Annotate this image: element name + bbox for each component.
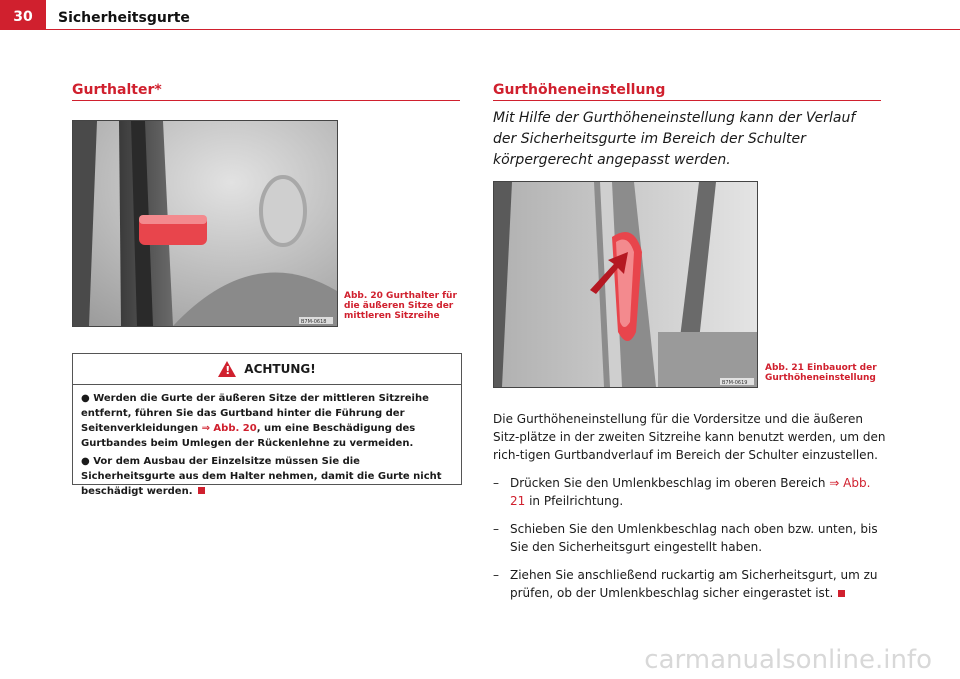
section-rule-right <box>493 100 881 101</box>
link-abb-20[interactable]: ⇒ Abb. 20 <box>201 423 257 434</box>
end-mark <box>198 487 205 494</box>
warning-triangle-icon: ! <box>218 361 236 377</box>
warning-title: ACHTUNG! <box>244 362 316 376</box>
section-title-gurthalter: Gurthalter* <box>72 82 162 98</box>
watermark: carmanualsonline.info <box>644 645 932 675</box>
section-title-gurthoeheneinstellung: Gurthöheneinstellung <box>493 82 666 98</box>
end-mark-2 <box>838 590 845 597</box>
warning-item-2: ● Vor dem Ausbau der Einzelsitze müssen Sie die Sicherheitsgurte aus dem Halter nehmen, damit die Gurte nicht beschädigt werden. <box>81 456 442 497</box>
step-3: – Ziehen Sie anschließend ruckartig am Sicherheitsgurt, um zu prüfen, ob der Umlenkbeschlag sicher eingerastet ist. <box>493 568 878 600</box>
figure-caption-20: Abb. 20 Gurthalter für die äußeren Sitze der mittleren Sitzreihe <box>344 291 457 321</box>
figure-code-21: B7M-0619 <box>722 380 748 386</box>
warning-body <box>73 385 461 499</box>
warning-item-1: ● Werden die Gurte der äußeren Sitze der mittleren Sitzreihe entfernt, führen Sie das Gurtband hinter die Führung der Seitenverkleidungen ⇒ Abb. 20, um eine Beschädigung des Gurtbandes beim Umlegen der Rückenlehne zu vermeiden. <box>81 393 429 449</box>
figure-caption-21: Abb. 21 Einbauort der Gurthöheneinstellung <box>765 363 877 383</box>
figure-belt-holder <box>72 120 338 327</box>
header-rule <box>46 29 960 30</box>
lead-paragraph: Mit Hilfe der Gurthöheneinstellung kann der Verlauf der Sicherheitsgurte im Bereich der Schulter körpergerecht angepasst werden. <box>493 110 856 168</box>
figure-height-adjuster <box>493 181 758 388</box>
chapter-title: Sicherheitsgurte <box>58 10 190 26</box>
step-2: – Schieben Sie den Umlenkbeschlag nach oben bzw. unten, bis Sie den Sicherheitsgurt eingestellt haben. <box>493 522 878 554</box>
warning-header <box>73 354 461 385</box>
warning-box <box>72 353 462 497</box>
body-text <box>493 410 888 612</box>
link-abb-21[interactable]: ⇒ Abb. 21 <box>510 476 871 508</box>
intro-paragraph: Die Gurthöheneinstellung für die Vordersitze und die äußeren Sitz-plätze in der zweiten Sitzreihe kann benutzt werden, um den rich-tigen Gurtbandverlauf im Bereich der Schulter einzustellen. <box>493 412 886 462</box>
section-rule-left <box>72 100 460 101</box>
step-1: – Drücken Sie den Umlenkbeschlag im oberen Bereich ⇒ Abb. 21 in Pfeilrichtung. <box>493 476 871 508</box>
figure-code: B7M-0618 <box>301 319 327 325</box>
page-number: 30 <box>0 0 46 30</box>
